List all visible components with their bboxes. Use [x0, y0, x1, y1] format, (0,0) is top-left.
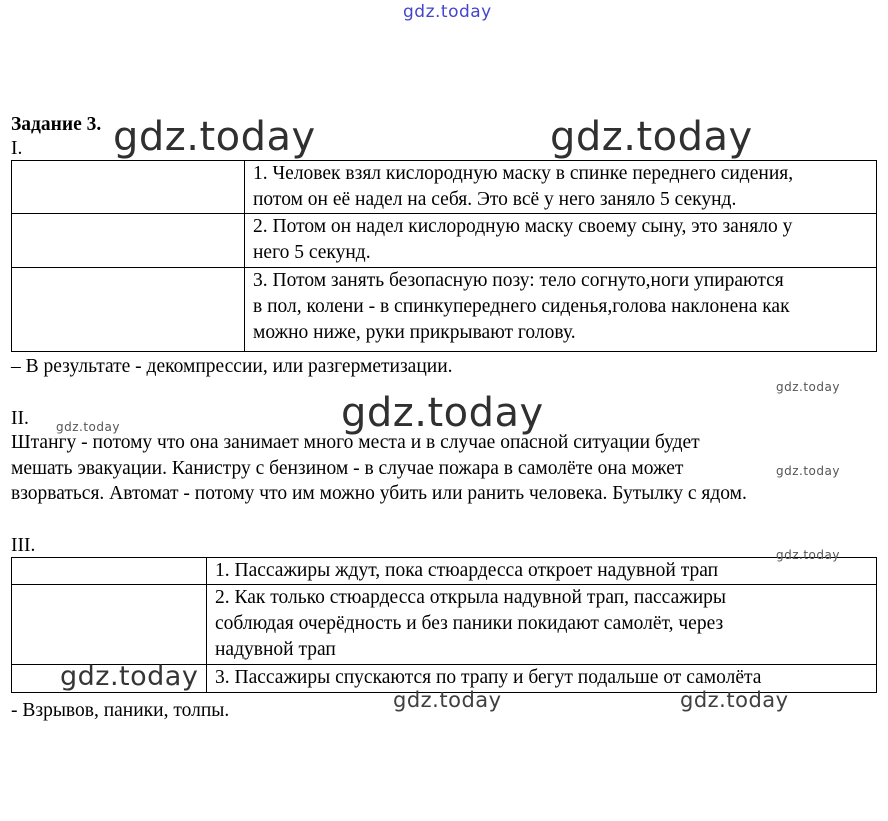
paragraph-line: мешать эвакуации. Канистру с бензином - в случае пожара в самолёте она может: [11, 457, 684, 479]
section-1-numeral: I.: [11, 138, 23, 159]
section-1-text-cell: [245, 161, 877, 214]
cell-line: 2. Как только стюардесса открыла надувной трап, пассажиры: [215, 587, 726, 608]
watermark-top: gdz.today: [403, 2, 492, 22]
section-1-note: – В результате - декомпрессии, или разгерметизации.: [11, 356, 453, 377]
cell-line: в пол, колени - в спинкупереднего сиденья,голова наклонена как: [253, 296, 790, 317]
watermark: gdz.today: [776, 548, 840, 562]
section-1-row: [12, 268, 877, 352]
watermark: gdz.today: [776, 464, 840, 478]
section-3-numeral: III.: [11, 535, 36, 556]
cell-line: надувной трап: [215, 639, 336, 660]
cell-line: 3. Пассажиры спускаются по трапу и бегут подальше от самолёта: [215, 667, 762, 688]
watermark: gdz.today: [550, 114, 753, 160]
section-1-text-cell: [245, 268, 877, 352]
cell-line: можно ниже, руки прикрывают голову.: [253, 322, 576, 343]
section-3-row: [12, 558, 877, 585]
cell-line: 3. Потом занять безопасную позу: тело согнуто,ноги упираются: [253, 270, 784, 291]
section-1-label-cell: [12, 161, 245, 214]
task-title: Задание 3.: [11, 114, 102, 135]
section-3-label-cell: [12, 585, 207, 665]
section-3-row: [12, 585, 877, 665]
section-1-label-cell: [12, 268, 245, 352]
section-1-text-cell: [245, 214, 877, 268]
watermark: gdz.today: [776, 380, 840, 394]
section-1-table: [11, 160, 877, 352]
cell-line: 1. Пассажиры ждут, пока стюардесса откроет надувной трап: [215, 560, 719, 581]
section-1-row: [12, 161, 877, 214]
cell-line: 1. Человек взял кислородную маску в спинке переднего сидения,: [253, 163, 794, 184]
section-3-note: - Взрывов, паники, толпы.: [11, 700, 230, 721]
section-2-paragraph: [11, 430, 747, 507]
cell-line: потом он её надел на себя. Это всё у него заняло 5 секунд.: [253, 189, 737, 210]
watermark: gdz.today: [393, 688, 502, 712]
cell-line: соблюдая очерёдность и без паники покидают самолёт, через: [215, 613, 724, 634]
cell-line: 2. Потом он надел кислородную маску своему сыну, это заняло у: [253, 216, 793, 237]
section-1-row: [12, 214, 877, 268]
section-2-numeral: II.: [11, 408, 29, 429]
section-1-label-cell: [12, 214, 245, 268]
paragraph-line: Штангу - потому что она занимает много места и в случае опасной ситуации будет: [11, 432, 700, 453]
watermark: gdz.today: [56, 420, 120, 434]
paragraph-line: взорваться. Автомат - потому что им можно убить или ранить человека. Бутылку с ядом.: [11, 483, 747, 504]
section-3-label-cell: [12, 558, 207, 585]
watermark: gdz.today: [680, 688, 789, 712]
cell-line: него 5 секунд.: [253, 242, 371, 263]
watermark: gdz.today: [341, 390, 544, 436]
watermark: gdz.today: [113, 114, 316, 160]
section-3-text-cell: [207, 585, 877, 665]
watermark: gdz.today: [60, 661, 199, 692]
